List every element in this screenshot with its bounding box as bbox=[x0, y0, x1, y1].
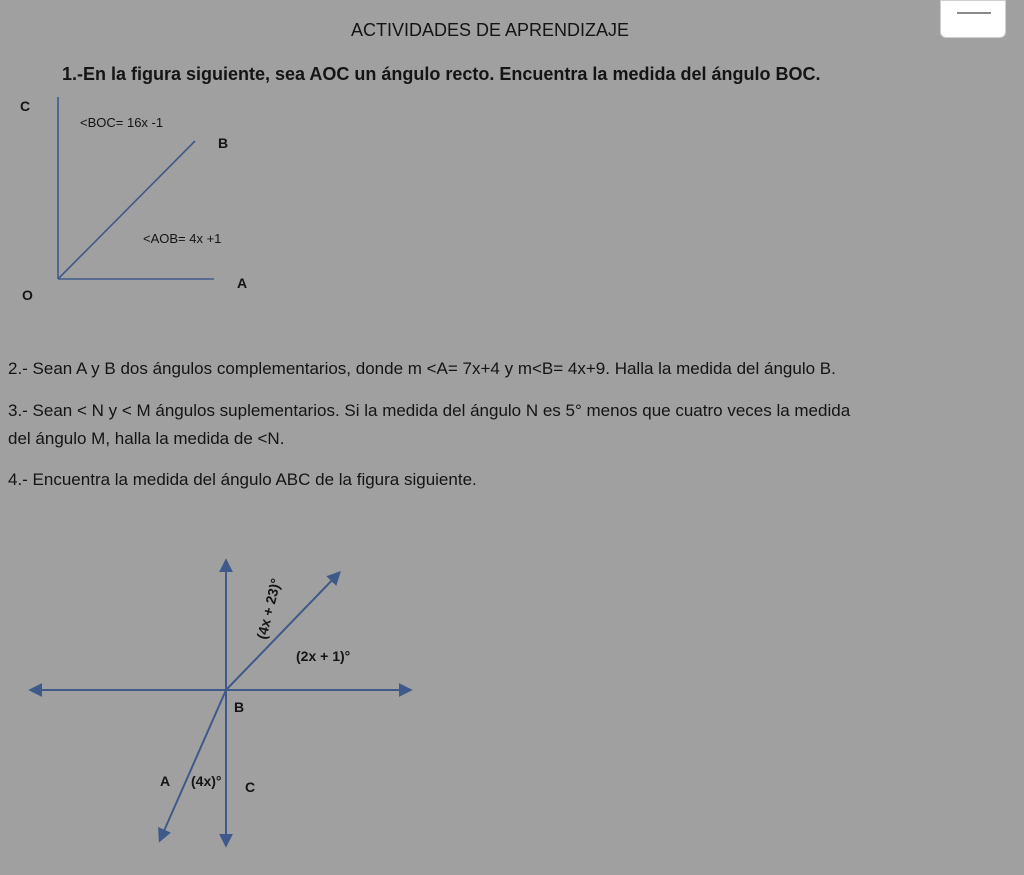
question-2: 2.- Sean A y B dos ángulos complementarios, donde m <A= 7x+4 y m<B= 4x+9. Halla la medida del ángulo B. bbox=[8, 359, 836, 378]
fig1-label-o: O bbox=[22, 287, 33, 303]
question-3-line-2: del ángulo M, halla la medida de <N. bbox=[8, 429, 285, 448]
fig2-label-b: B bbox=[234, 699, 245, 715]
question-3-line-1: 3.- Sean < N y < M ángulos suplementarios. Si la medida del ángulo N es 5° menos que cuatro veces la medida bbox=[8, 401, 851, 420]
fig1-label-a: A bbox=[237, 275, 248, 291]
fig2-angle-vertical: (4x + 23)° bbox=[253, 576, 284, 641]
fig2-label-a: A bbox=[160, 773, 171, 789]
question-1: 1.-En la figura siguiente, sea AOC un ángulo recto. Encuentra la medida del ángulo BOC. bbox=[62, 64, 821, 84]
fig1-label-b: B bbox=[218, 135, 229, 151]
fig1-label-c: C bbox=[20, 98, 31, 114]
fig2-angle-diagonal: (2x + 1)° bbox=[296, 648, 351, 664]
fig2-label-c: C bbox=[245, 779, 256, 795]
fig2-angle-a: (4x)° bbox=[191, 773, 222, 789]
page-title: ACTIVIDADES DE APRENDIZAJE bbox=[351, 20, 630, 40]
fig1-angle-aob: <AOB= 4x +1 bbox=[143, 231, 222, 246]
fig1-angle-boc: <BOC= 16x -1 bbox=[80, 115, 164, 130]
ray-lower-left bbox=[160, 690, 226, 840]
ray-upper-right bbox=[226, 573, 339, 690]
question-4: 4.- Encuentra la medida del ángulo ABC de la figura siguiente. bbox=[8, 470, 477, 489]
